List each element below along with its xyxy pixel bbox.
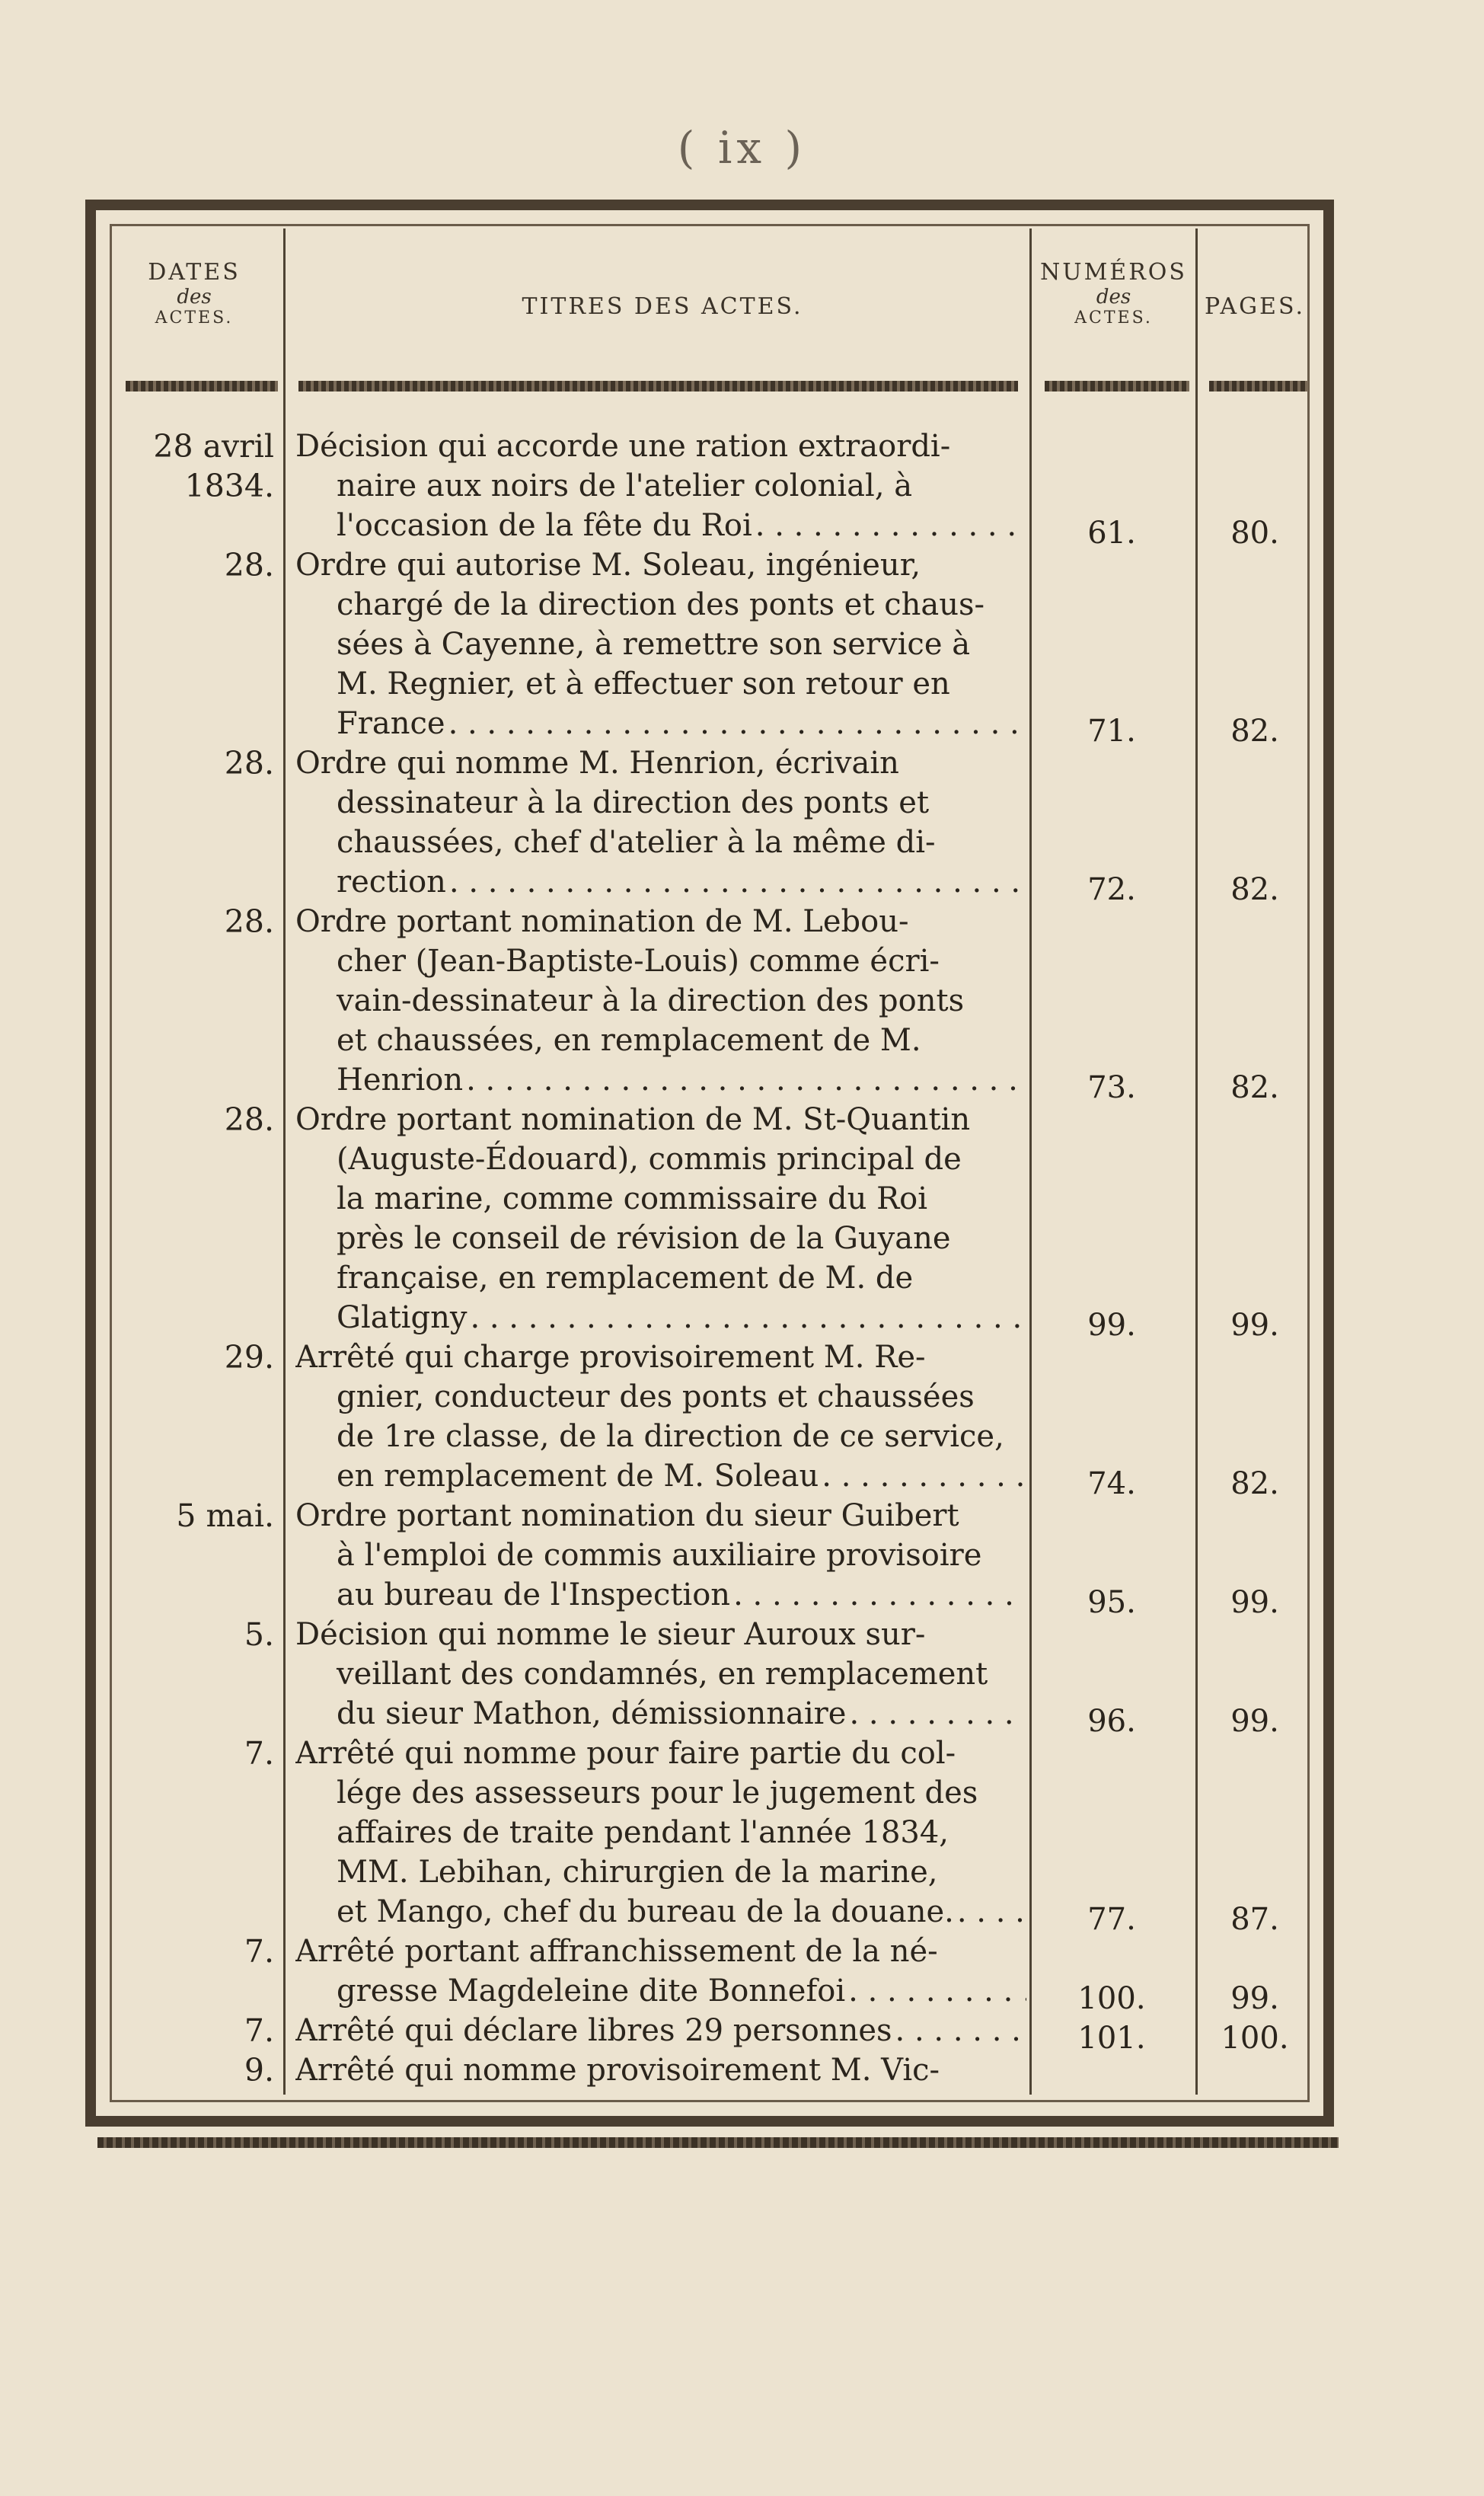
entry-numero: 71. bbox=[1087, 714, 1136, 749]
entry-title-line: vain-dessinateur à la direction des ponts bbox=[337, 983, 965, 1018]
entry-title-line: Arrêté qui nomme pour faire partie du col- bbox=[295, 1736, 956, 1771]
entry-title-line: et chaussées, en remplacement de M. bbox=[337, 1023, 921, 1058]
entry-title bbox=[295, 1734, 1026, 1932]
entry-title-line: Arrêté qui charge provisoirement M. Re- bbox=[295, 1340, 926, 1375]
entry-date bbox=[114, 2050, 274, 2090]
entry-title bbox=[295, 427, 1026, 545]
entry-title-line: gresse Magdeleine dite Bonnefoi . . . bbox=[295, 1971, 1026, 2011]
column-divider bbox=[1195, 229, 1198, 2095]
entry-title-line: M. Regnier, et à effectuer son retour en bbox=[337, 666, 950, 702]
entry-date bbox=[114, 1100, 274, 1139]
entry-title-line: lége des assesseurs pour le jugement des bbox=[337, 1775, 978, 1810]
bottom-rule bbox=[97, 2137, 1339, 2148]
entry-date bbox=[114, 1734, 274, 1773]
entry-title bbox=[295, 1100, 1026, 1337]
header-rule bbox=[298, 381, 1018, 391]
entry-title-line: Décision qui accorde une ration extraordi- bbox=[295, 429, 951, 464]
entry-page: 99. bbox=[1230, 1981, 1279, 2016]
header-titres: TITRES DES ACTES. bbox=[522, 293, 803, 320]
entry-title-line: à l'emploi de commis auxiliaire provisoire bbox=[337, 1538, 982, 1573]
entry-date-line: 7. bbox=[244, 2012, 274, 2049]
entry-title-line: au bureau de l'Inspection . . . bbox=[295, 1575, 1026, 1615]
entry-title-line: Arrêté qui déclare libres 29 personnes . . . bbox=[295, 2011, 1026, 2050]
entry-title-line: Ordre portant nomination de M. St-Quantin bbox=[295, 1102, 971, 1137]
entry-title-line: Glatigny . . . bbox=[295, 1298, 1026, 1337]
entry-title bbox=[295, 545, 1026, 743]
entry-page: 99. bbox=[1230, 1704, 1279, 1739]
entry-date bbox=[114, 902, 274, 941]
entry-title-line: Ordre qui autorise M. Soleau, ingénieur, bbox=[295, 548, 921, 583]
header-numeros: NUMÉROS des ACTES. bbox=[1040, 259, 1187, 328]
entry-numero: 74. bbox=[1087, 1466, 1136, 1501]
entry-title-line: Arrêté qui nomme provisoirement M. Vic- bbox=[295, 2053, 940, 2088]
entry-title-line: dessinateur à la direction des ponts et bbox=[337, 785, 930, 820]
column-divider bbox=[283, 229, 286, 2095]
entry-title-line: chargé de la direction des ponts et chaus- bbox=[337, 587, 985, 622]
entry-date bbox=[114, 1496, 274, 1536]
entry-date bbox=[114, 1615, 274, 1654]
entry-date-line: 28 avril bbox=[153, 428, 274, 465]
entry-title bbox=[295, 1932, 1026, 2011]
entry-title-line: naire aux noirs de l'atelier colonial, à bbox=[337, 468, 913, 503]
entry-date bbox=[114, 1932, 274, 1971]
entry-numero: 96. bbox=[1087, 1704, 1136, 1739]
entry-title bbox=[295, 1337, 1026, 1496]
entry-title-line: chaussées, chef d'atelier à la même di- bbox=[337, 825, 936, 860]
entry-title-line: en remplacement de M. Soleau . . . bbox=[295, 1456, 1026, 1496]
entry-date-line: 1834. bbox=[184, 468, 274, 504]
entry-date-line: 7. bbox=[244, 1735, 274, 1772]
entry-title-line: sées à Cayenne, à remettre son service à bbox=[337, 627, 971, 662]
entry-title-line: l'occasion de la fête du Roi . . . bbox=[295, 506, 1026, 545]
entry-date bbox=[114, 545, 274, 585]
entry-date-line: 29. bbox=[224, 1339, 274, 1376]
entry-numero: 100. bbox=[1077, 1981, 1146, 2016]
entry-title-line: du sieur Mathon, démissionnaire . . . bbox=[295, 1694, 1026, 1734]
entry-title-line: affaires de traite pendant l'année 1834, bbox=[337, 1815, 949, 1850]
entry-title-line: Henrion . . . bbox=[295, 1060, 1026, 1100]
entry-title-line: et Mango, chef du bureau de la douane. . . . bbox=[295, 1892, 1026, 1932]
entry-date-line: 28. bbox=[224, 903, 274, 940]
entry-title-line: gnier, conducteur des ponts et chaussées bbox=[337, 1379, 975, 1414]
entry-date-line: 28. bbox=[224, 745, 274, 781]
entry-numero: 73. bbox=[1087, 1070, 1136, 1105]
entry-title-line: près le conseil de révision de la Guyane bbox=[337, 1221, 951, 1256]
entry-title-line: rection . . . bbox=[295, 862, 1026, 902]
entry-numero: 99. bbox=[1087, 1308, 1136, 1343]
entry-title-line: MM. Lebihan, chirurgien de la marine, bbox=[337, 1855, 938, 1890]
column-divider bbox=[1029, 229, 1032, 2095]
entry-title-line: Décision qui nomme le sieur Auroux sur- bbox=[295, 1617, 926, 1652]
entry-date-line: 9. bbox=[244, 2052, 274, 2089]
header-rule bbox=[126, 381, 278, 391]
entry-title bbox=[295, 1615, 1026, 1734]
entry-title bbox=[295, 902, 1026, 1100]
entry-date bbox=[114, 1337, 274, 1377]
entry-date-line: 28. bbox=[224, 1101, 274, 1138]
header-dates: DATES des ACTES. bbox=[148, 259, 241, 328]
entry-title-line: Ordre portant nomination de M. Lebou- bbox=[295, 904, 909, 939]
entry-title-line: Ordre qui nomme M. Henrion, écrivain bbox=[295, 746, 899, 781]
entry-title-line: de 1re classe, de la direction de ce service, bbox=[337, 1419, 1004, 1454]
header-pages: PAGES. bbox=[1205, 293, 1305, 320]
entry-date-line: 5 mai. bbox=[176, 1497, 274, 1534]
header-rule bbox=[1209, 381, 1308, 391]
entry-numero: 77. bbox=[1087, 1902, 1136, 1937]
entry-title bbox=[295, 2050, 1026, 2090]
entry-date-line: 28. bbox=[224, 547, 274, 583]
entry-page: 87. bbox=[1230, 1902, 1279, 1937]
entry-page: 82. bbox=[1230, 1466, 1279, 1501]
entry-date bbox=[114, 2011, 274, 2050]
entry-numero: 72. bbox=[1087, 872, 1136, 907]
entry-title-line: cher (Jean-Baptiste-Louis) comme écri- bbox=[337, 944, 940, 979]
entry-date-line: 7. bbox=[244, 1933, 274, 1970]
entry-title bbox=[295, 743, 1026, 902]
entry-page: 82. bbox=[1230, 872, 1279, 907]
entry-title-line: veillant des condamnés, en remplacement bbox=[337, 1657, 988, 1692]
entry-page: 82. bbox=[1230, 714, 1279, 749]
entry-date-line: 5. bbox=[244, 1616, 274, 1653]
entry-numero: 95. bbox=[1087, 1585, 1136, 1620]
entry-title-line: la marine, comme commissaire du Roi bbox=[337, 1181, 928, 1216]
entry-title bbox=[295, 2011, 1026, 2050]
entry-title-line: française, en remplacement de M. de bbox=[337, 1261, 914, 1296]
entry-page: 99. bbox=[1230, 1308, 1279, 1343]
entry-numero: 101. bbox=[1077, 2021, 1146, 2056]
page-number: ( ix ) bbox=[677, 122, 807, 174]
entry-title-line: Arrêté portant affranchissement de la né- bbox=[295, 1934, 938, 1969]
entry-title-line: France . . . bbox=[295, 704, 1026, 743]
entry-title bbox=[295, 1496, 1026, 1615]
entry-page: 82. bbox=[1230, 1070, 1279, 1105]
entry-title-line: Ordre portant nomination du sieur Guibert bbox=[295, 1498, 959, 1533]
entry-page: 100. bbox=[1221, 2021, 1289, 2056]
header-rule bbox=[1045, 381, 1189, 391]
entry-numero: 61. bbox=[1087, 516, 1136, 551]
entry-page: 99. bbox=[1230, 1585, 1279, 1620]
entry-date bbox=[114, 743, 274, 783]
entry-title-line: (Auguste-Édouard), commis principal de bbox=[337, 1142, 962, 1177]
entry-page: 80. bbox=[1230, 516, 1279, 551]
entry-date bbox=[114, 427, 274, 506]
